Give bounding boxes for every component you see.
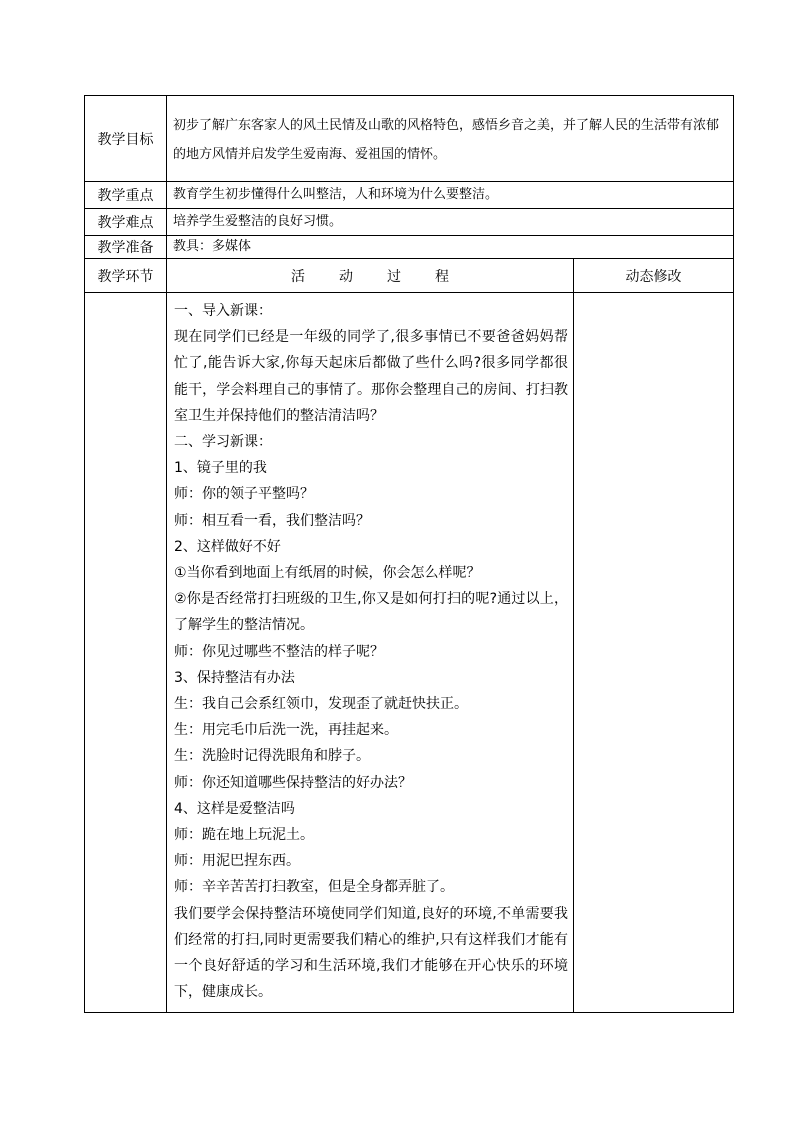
process-header xyxy=(167,259,574,293)
process-header-char: 动 xyxy=(339,268,353,285)
content-line: 一、导入新课： xyxy=(174,303,272,319)
goal-row xyxy=(85,96,734,182)
difficulty-text: 培养学生爱整洁的良好习惯。 xyxy=(167,209,734,236)
preparation-text: 教具：多媒体 xyxy=(167,236,734,259)
content-line: 师：辛辛苦苦打扫教室，但是全身都弄脏了。 xyxy=(174,879,454,896)
lesson-plan-table xyxy=(84,95,734,1013)
content-line: 4、这样是爱整洁吗 xyxy=(174,800,295,817)
content-row xyxy=(85,293,734,1013)
content-line: 师：你的领子平整吗？ xyxy=(174,486,314,503)
content-line: 师：跪在地上玩泥土。 xyxy=(174,827,314,844)
difficulty-label: 教学难点 xyxy=(85,209,167,236)
content-line: 师：你还知道哪些保持整洁的好办法？ xyxy=(174,774,412,791)
process-header-char: 程 xyxy=(435,268,449,285)
revision-header: 动态修改 xyxy=(574,259,734,293)
stage-header: 教学环节 xyxy=(85,259,167,293)
stage-cell xyxy=(85,293,167,1013)
goal-label: 教学目标 xyxy=(85,96,167,182)
process-content xyxy=(167,293,574,1013)
content-line: 生：洗脸时记得洗眼角和脖子。 xyxy=(174,748,370,765)
revision-cell xyxy=(574,293,734,1013)
content-line: 师：用泥巴捏东西。 xyxy=(174,853,300,870)
content-line: 3、保持整洁有办法 xyxy=(174,669,295,686)
key-point-label: 教学重点 xyxy=(85,182,167,209)
content-line: ①当你看到地面上有纸屑的时候，你会怎么样呢？ xyxy=(174,565,481,582)
process-header-char: 过 xyxy=(387,268,401,285)
key-point-text: 教育学生初步懂得什么叫整洁，人和环境为什么要整洁。 xyxy=(167,182,734,209)
preparation-label: 教学准备 xyxy=(85,236,167,259)
content-line: 二、学习新课： xyxy=(174,434,272,451)
content-line: 师：相互看一看，我们整洁吗？ xyxy=(174,512,370,529)
content-line: 生：用完毛巾后洗一洗，再挂起来。 xyxy=(174,722,398,739)
content-line: ②你是否经常打扫班级的卫生,你又是如何打扫的呢?通过以上，了解学生的整洁情况。 xyxy=(174,591,568,634)
content-line: 师：你见过哪些不整洁的样子呢？ xyxy=(174,643,384,660)
content-line: 2、这样做好不好 xyxy=(174,538,281,555)
content-line: 1、镜子里的我 xyxy=(174,460,267,477)
content-line: 我们要学会保持整洁环境使同学们知道,良好的环境,不单需要我们经常的打扫,同时更需要我们精心的维护,只有这样我们才能有一个良好舒适的学习和生活环境,我们才能够在开心快乐的环境下，健康成长。 xyxy=(174,905,568,1001)
header-row xyxy=(85,259,734,293)
difficulty-row xyxy=(85,209,734,236)
goal-text: 初步了解广东客家人的风土民情及山歌的风格特色，感悟乡音之美，并了解人民的生活带有浓郁的地方风情并启发学生爱南海、爱祖国的情怀。 xyxy=(167,96,734,182)
key-point-row xyxy=(85,182,734,209)
content-line: 生：我自己会系红领巾，发现歪了就赶快扶正。 xyxy=(174,696,468,713)
preparation-row xyxy=(85,236,734,259)
content-line: 现在同学们已经是一年级的同学了,很多事情已不要爸爸妈妈帮忙了,能告诉大家,你每天起床后都做了些什么吗?很多同学都很能干，学会料理自己的事情了。那你会整理自己的房间、打扫教室卫生并保持他们的整洁清洁吗？ xyxy=(174,329,568,424)
process-header-char: 活 xyxy=(291,268,305,285)
